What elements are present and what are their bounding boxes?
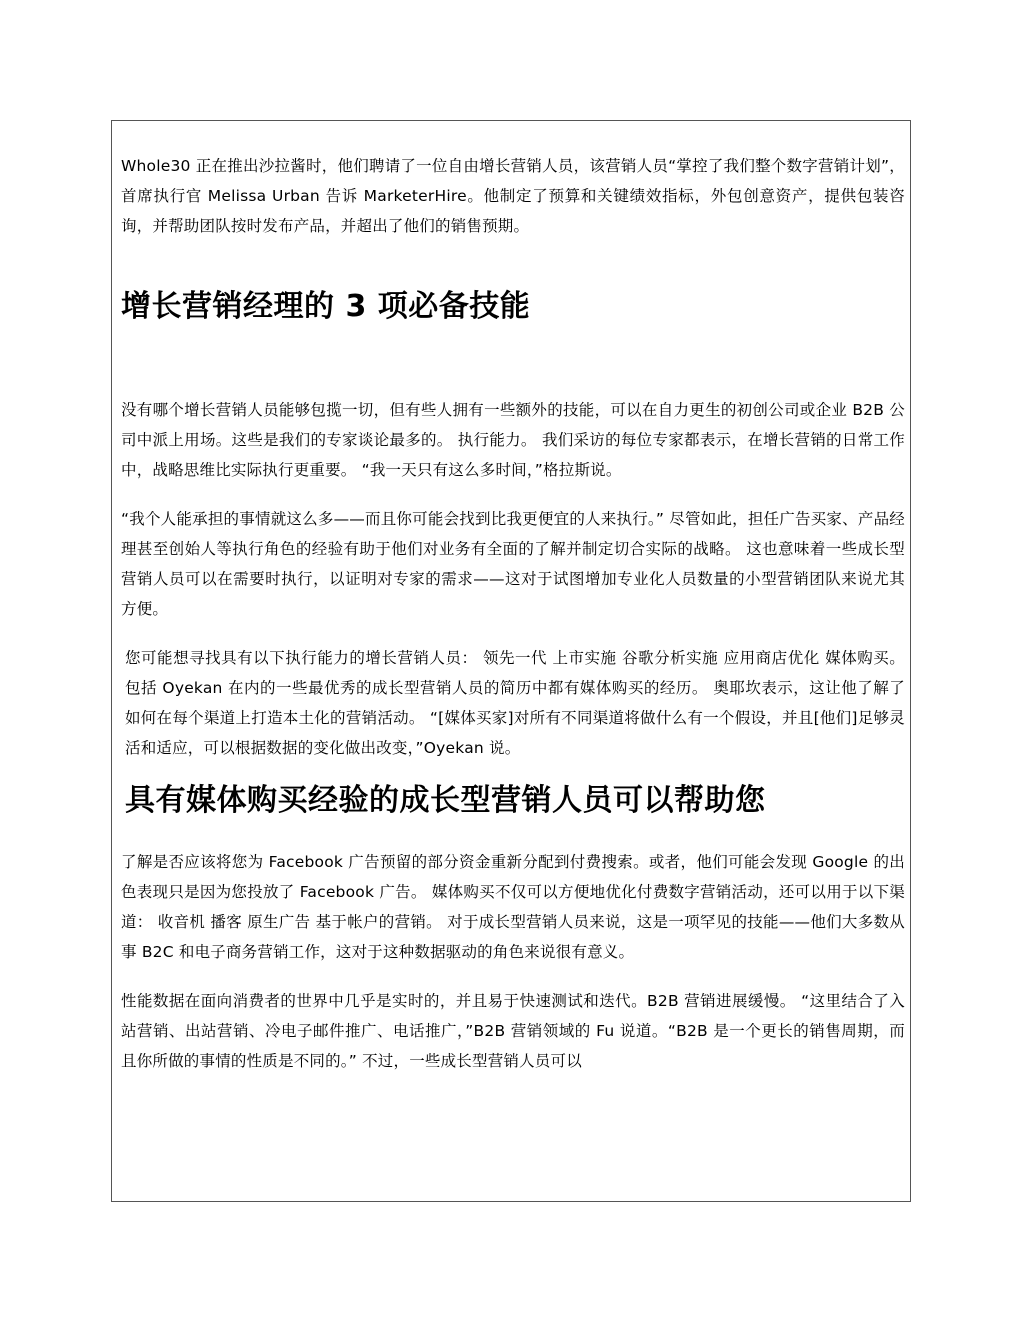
media-buying-paragraph: 您可能想寻找具有以下执行能力的增长营销人员： 领先一代 上市实施 谷歌分析实施 应用商店优化 媒体购买。 包括 Oyekan 在内的一些最优秀的成长型营销人员的简历中都有媒体购买的经历。 奥耶坎表示，这让他了解了如何在每个渠道上打造本土化的营销活动。 “[媒体买家]对所有不同渠道将做什么有一个假设，并且[他们]足够灵活和适应，可以根据数据的变化做出改变，”Oyekan 说。: [125, 649, 905, 757]
section-heading-media-buying: 具有媒体购买经验的成长型营销人员可以帮助您: [125, 783, 766, 818]
section-heading-skills: 增长营销经理的 3 项必备技能: [121, 289, 531, 324]
document-page: [111, 120, 911, 1202]
facebook-ads-paragraph: 了解是否应该将您为 Facebook 广告预留的部分资金重新分配到付费搜索。或者，他们可能会发现 Google 的出色表现只是因为您投放了 Facebook 广告。 媒体购买不仅可以方便地优化付费数字营销活动，还可以用于以下渠道： 收音机 播客 原生广告 基于帐户的营销。 对于成长型营销人员来说，这是一项罕见的技能——他们大多数从事 B2C 和电子商务营销工作，这对于这种数据驱动的角色来说很有意义。: [121, 853, 905, 961]
intro-paragraph: Whole30 正在推出沙拉酱时，他们聘请了一位自由增长营销人员，该营销人员“掌控了我们整个数字营销计划”，首席执行官 Melissa Urban 告诉 MarketerHire。他制定了预算和关键绩效指标，外包创意资产，提供包装咨询，并帮助团队按时发布产品，并超出了他们的销售预期。: [121, 157, 905, 235]
execution-paragraph: “我个人能承担的事情就这么多——而且你可能会找到比我更便宜的人来执行。” 尽管如此，担任广告买家、产品经理甚至创始人等执行角色的经验有助于他们对业务有全面的了解并制定切合实际的战略。 这也意味着一些成长型营销人员可以在需要时执行，以证明对专家的需求——这对于试图增加专业化人员数量的小型营销团队来说尤其方便。: [121, 510, 905, 618]
b2b-paragraph: 性能数据在面向消费者的世界中几乎是实时的，并且易于快速测试和迭代。B2B 营销进展缓慢。 “这里结合了入站营销、出站营销、冷电子邮件推广、电话推广，”B2B 营销领域的 Fu 说道。“B2B 是一个更长的销售周期，而且你所做的事情的性质是不同的。” 不过，一些成长型营销人员可以: [121, 992, 905, 1070]
skills-paragraph: 没有哪个增长营销人员能够包揽一切，但有些人拥有一些额外的技能，可以在自力更生的初创公司或企业 B2B 公司中派上用场。这些是我们的专家谈论最多的。 执行能力。 我们采访的每位专家都表示，在增长营销的日常工作中，战略思维比实际执行更重要。 “我一天只有这么多时间，”格拉斯说。: [121, 401, 905, 479]
document-content: [121, 151, 905, 1076]
